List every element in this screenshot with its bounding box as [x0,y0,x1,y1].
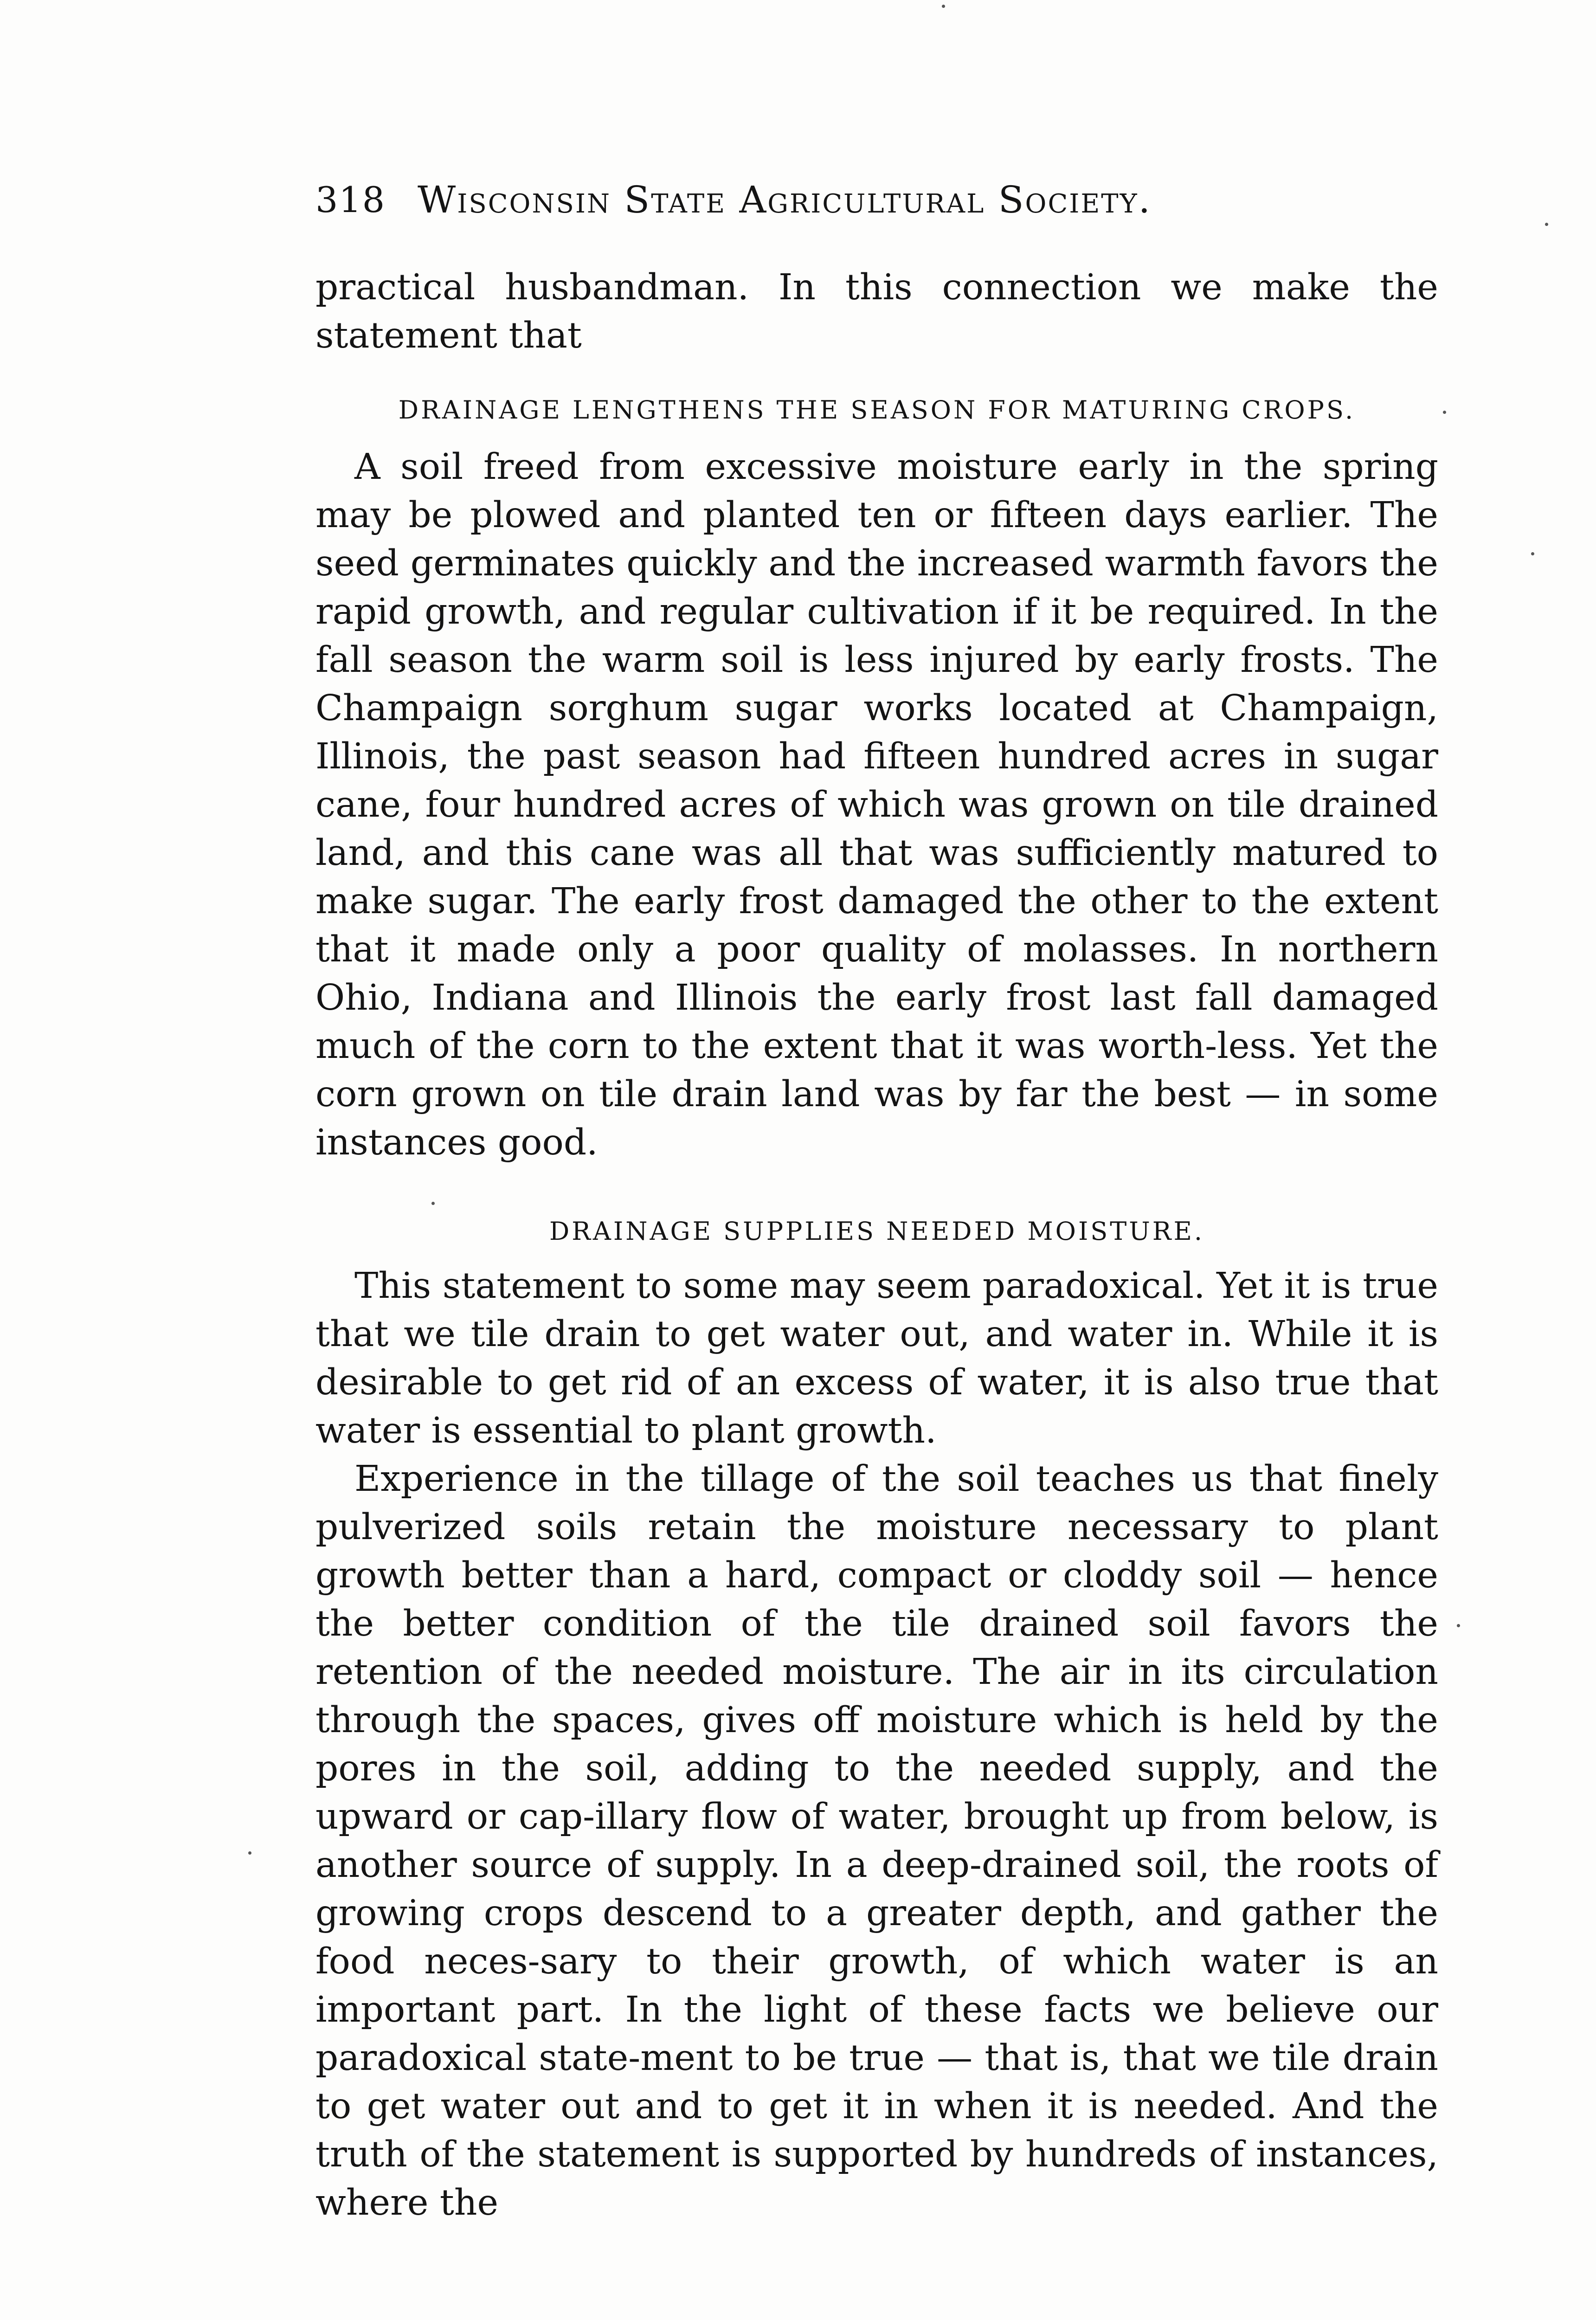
scan-speck [1545,223,1548,226]
scan-speck [942,5,945,8]
page-number: 318 [315,179,386,220]
opening-text [315,264,1438,360]
opening-paragraph: practical husbandman. In this connection we make the statement that [315,267,1438,356]
scan-speck [1443,411,1446,414]
section-body-season [315,443,1438,1167]
page-header [315,174,1438,225]
section-heading-moisture: DRAINAGE SUPPLIES NEEDED MOISTURE. [549,1217,1205,1246]
scan-speck [248,1851,251,1855]
section-heading-season: DRAINAGE LENGTHENS THE SEASON FOR MATURING CROPS. [398,395,1356,425]
scan-speck [1531,552,1534,555]
scan-speck [1457,1624,1460,1627]
running-title: Wisconsin State Agricultural Society. [418,178,1152,221]
scan-speck [431,1202,435,1205]
paragraph-season: A soil freed from excessive moisture early in the spring may be plowed and planted ten or fifteen days earlier. The seed germinates quickly and the increased warmth favors the rapid growth, and regular cultivation if it be required. In the fall season the warm soil is less injured by early frosts. The Champaign sorghum sugar works located at Champaign, Illinois, the past season had fifteen hundred acres in sugar cane, four hundred acres of which was grown on tile drained land, and this cane was all that was sufficiently matured to make sugar. The early frost damaged the other to the extent that it made only a poor quality of molasses. In northern Ohio, Indiana and Illinois the early frost last fall damaged much of the corn to the extent that it was worth-less. Yet the corn grown on tile drain land was by far the best — in some instances good. [315,446,1438,1163]
paragraph-moisture-1: This statement to some may seem paradoxical. Yet it is true that we tile drain to get water out, and water in. While it is desirable to get rid of an excess of water, it is also true that water is essential to plant growth. [315,1265,1438,1451]
paragraph-moisture-2: Experience in the tillage of the soil teaches us that finely pulverized soils retain the moisture necessary to plant growth better than a hard, compact or cloddy soil — hence the better condition of the tile drained soil favors the retention of the needed moisture. The air in its circulation through the spaces, gives off moisture which is held by the pores in the soil, adding to the needed supply, and the upward or cap-illary flow of water, brought up from below, is another source of supply. In a deep-drained soil, the roots of growing crops descend to a greater depth, and gather the food neces-sary to their growth, of which water is an important part. In the light of these facts we believe our paradoxical state-ment to be true — that is, that we tile drain to get water out and to get it in when it is needed. And the truth of the statement is supported by hundreds of instances, where the [315,1458,1438,2223]
section-body-moisture [315,1262,1438,2227]
